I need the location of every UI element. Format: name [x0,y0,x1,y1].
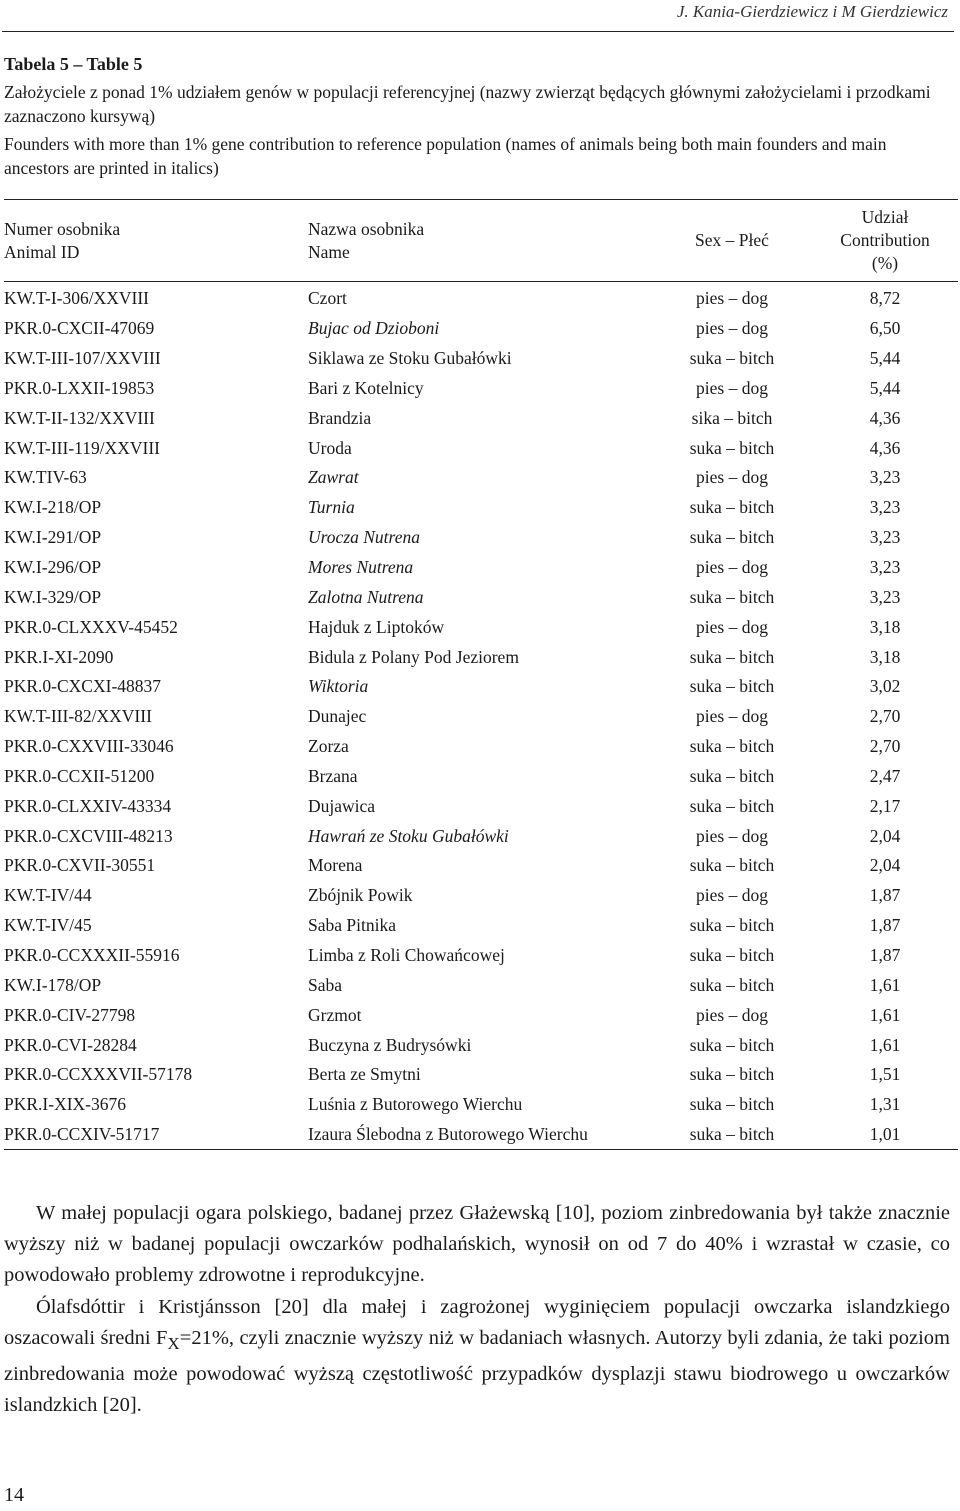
cell-sex: suka – bitch [652,1120,812,1150]
cell-contribution: 1,61 [869,1034,901,1055]
cell-contribution: 1,01 [812,1120,958,1150]
cell-animal-id: PKR.0-CCXXXII-55916 [4,944,180,965]
cell-sex: suka – bitch [689,497,775,518]
page-number: 14 [4,1484,24,1506]
cell-name: Buczyna z Budrysówki [308,1034,472,1055]
cell-animal-id: KW.I-178/OP [4,974,102,995]
header-animal-id [4,200,308,282]
table-body [4,282,958,1150]
header-sex [652,200,812,282]
table-row [4,732,958,762]
table-caption [4,52,954,180]
cell-name: Hajduk z Liptoków [308,616,445,637]
cell-animal-id: KW.T-I-306/XXVIII [4,288,149,309]
cell-sex: pies – dog [696,616,768,637]
header-id-pl: Numer osobnika [4,218,121,239]
cell-sex: suka – bitch [689,974,775,995]
table-row [4,1090,958,1120]
running-head: J. Kania-Gierdziewicz i M Gierdziewicz [676,2,948,21]
table-row [4,851,958,881]
table-row [4,762,958,792]
cell-name: Dunajec [308,706,367,727]
cell-sex: suka – bitch [689,855,775,876]
cell-name: Turnia [308,497,355,518]
cell-name: Saba Pitnika [308,915,396,936]
cell-contribution: 8,72 [869,288,901,309]
cell-sex: pies – dog [696,377,768,398]
cell-animal-id: PKR.0-CXCVIII-48213 [4,825,173,846]
table-row [4,403,958,433]
cell-name: Hawrań ze Stoku Gubałówki [308,825,509,846]
cell-animal-id: KW.T-IV/45 [4,915,92,936]
paragraph-2-subscript: X [167,1333,180,1353]
cell-sex: pies – dog [696,706,768,727]
header-rule [2,31,954,32]
paragraph-2 [4,1292,950,1422]
cell-contribution: 1,61 [869,974,901,995]
table-row [4,821,958,851]
cell-contribution: 3,18 [869,646,901,667]
cell-animal-id: KW.I-291/OP [4,527,102,548]
cell-animal-id: PKR.0-CXCII-47069 [4,318,155,339]
table-row [4,970,958,1000]
cell-contribution: 2,04 [869,825,901,846]
cell-contribution: 1,87 [869,944,901,965]
table-row [4,493,958,523]
paragraph-1: W małej populacji ogara polskiego, badanej przez Głażewską [10], poziom zinbredowania był także znacznie wyższy niż w badanej populacji owczarków podhalańskich, wynosił on od 7 do 40% i wzrastał w czasie, co powodowało problemy zdrowotne i reprodukcyjne. [4,1202,950,1287]
cell-sex: pies – dog [696,288,768,309]
caption-english: Founders with more than 1% gene contribution to reference population (names of animals being both main founders and main ancestors are printed in italics) [4,134,887,178]
header-name [308,200,652,282]
table-row [4,881,958,911]
cell-name: Limba z Roli Chowańcowej [308,944,505,965]
header-contrib-unit: (%) [871,253,899,273]
cell-sex: suka – bitch [689,736,775,757]
cell-name: Brzana [308,765,358,786]
table-header [4,200,958,282]
cell-animal-id: KW.I-296/OP [4,557,102,578]
cell-name: Morena [308,855,363,876]
cell-contribution: 4,36 [869,407,901,428]
cell-animal-id: KW.I-329/OP [4,586,102,607]
cell-sex: suka – bitch [689,944,775,965]
cell-sex: pies – dog [696,557,768,578]
cell-animal-id: PKR.I-XI-2090 [4,646,114,667]
table-row [4,642,958,672]
header-contrib-pl: Udział [861,207,909,227]
body-text [4,1198,950,1422]
cell-name: Urocza Nutrena [308,527,420,548]
table-row [4,553,958,583]
header-row [4,200,958,282]
cell-contribution: 3,23 [869,557,901,578]
cell-sex: suka – bitch [689,765,775,786]
cell-name: Zbójnik Powik [308,885,413,906]
cell-name: Czort [308,288,347,309]
cell-sex: suka – bitch [689,646,775,667]
cell-name: Bujac od Dzioboni [308,318,440,339]
table-row [4,791,958,821]
cell-contribution: 2,47 [869,765,901,786]
cell-contribution: 1,61 [869,1004,901,1025]
cell-animal-id: PKR.0-CCXIV-51717 [4,1120,308,1150]
cell-sex: suka – bitch [689,1094,775,1115]
cell-name: Grzmot [308,1004,362,1025]
table-row [4,1060,958,1090]
cell-name: Izaura Ślebodna z Butorowego Wierchu [308,1120,652,1150]
table-row [4,941,958,971]
table-row [4,582,958,612]
cell-sex: pies – dog [696,467,768,488]
cell-animal-id: KW.I-218/OP [4,497,102,518]
header-name-pl: Nazwa osobnika [308,218,425,239]
cell-animal-id: PKR.0-CXVII-30551 [4,855,156,876]
cell-animal-id: KW.T-III-107/XXVIII [4,348,161,369]
cell-contribution: 3,23 [869,467,901,488]
cell-name: Zorza [308,736,349,757]
cell-name: Luśnia z Butorowego Wierchu [308,1094,523,1115]
cell-sex: suka – bitch [689,795,775,816]
cell-animal-id: PKR.0-CXXVIII-33046 [4,736,174,757]
cell-sex: suka – bitch [689,1064,775,1085]
cell-contribution: 1,87 [869,885,901,906]
cell-animal-id: KW.TIV-63 [4,467,87,488]
cell-name: Bidula z Polany Pod Jeziorem [308,646,519,667]
cell-name: Wiktoria [308,676,369,697]
cell-sex: pies – dog [696,1004,768,1025]
cell-contribution: 2,70 [869,736,901,757]
table-row [4,911,958,941]
cell-animal-id: PKR.0-LXXII-19853 [4,377,155,398]
cell-animal-id: PKR.I-XIX-3676 [4,1094,127,1115]
table-row [4,612,958,642]
cell-sex: suka – bitch [689,915,775,936]
cell-sex: suka – bitch [689,676,775,697]
cell-contribution: 2,04 [869,855,901,876]
cell-sex: suka – bitch [689,527,775,548]
table-row [4,463,958,493]
cell-animal-id: PKR.0-CIV-27798 [4,1004,136,1025]
cell-animal-id: PKR.0-CLXXIV-43334 [4,795,172,816]
table-row [4,702,958,732]
cell-contribution: 4,36 [869,437,901,458]
cell-contribution: 1,87 [869,915,901,936]
cell-name: Siklawa ze Stoku Gubałówki [308,348,512,369]
cell-name: Mores Nutrena [308,557,414,578]
cell-contribution: 6,50 [869,318,901,339]
cell-contribution: 2,17 [869,795,901,816]
cell-animal-id: PKR.0-CCXII-51200 [4,765,155,786]
paragraph-2-part-2: =21%, czyli znacznie wyższy niż w badaniach własnych. Autorzy byli zdania, że taki poziom zinbredowania może powodować wyższą częstotliwość przypadków dysplazji stawu biodrowego u owczarków islandzkich [20]. [4,1326,950,1417]
paragraph-2-part-1: Ólafsdóttir i Kristjánsson [20] dla małej i zagrożonej wyginięciem populacji owczarka islandzkiego oszacowali średni F [4,1295,950,1349]
cell-animal-id: PKR.0-CCXXXVII-57178 [4,1064,193,1085]
cell-name: Zalotna Nutrena [308,586,424,607]
cell-animal-id: KW.T-IV/44 [4,885,92,906]
cell-contribution: 3,02 [869,676,901,697]
cell-animal-id: KW.T-III-119/XXVIII [4,437,161,458]
cell-contribution: 3,18 [869,616,901,637]
cell-name: Zawrat [308,467,359,488]
cell-contribution: 3,23 [869,527,901,548]
cell-sex: suka – bitch [689,1034,775,1055]
cell-contribution: 2,70 [869,706,901,727]
header-name-en: Name [308,241,350,262]
header-id-en: Animal ID [4,241,80,262]
table-row [4,523,958,553]
cell-animal-id: PKR.0-CVI-28284 [4,1034,137,1055]
table-row [4,672,958,702]
table-row [4,1000,958,1030]
cell-contribution: 5,44 [869,348,901,369]
caption-polish: Założyciele z ponad 1% udziałem genów w populacji referencyjnej (nazwy zwierząt będących głównymi założycielami i przodkami zaznaczono kursywą) [4,82,931,126]
cell-name: Uroda [308,437,352,458]
cell-sex: pies – dog [696,885,768,906]
cell-contribution: 3,23 [869,586,901,607]
cell-sex: suka – bitch [689,348,775,369]
cell-animal-id: PKR.0-CXCXI-48837 [4,676,162,697]
cell-contribution: 1,31 [869,1094,901,1115]
cell-sex: suka – bitch [689,586,775,607]
cell-sex: sika – bitch [691,407,773,428]
cell-name: Berta ze Smytni [308,1064,421,1085]
cell-contribution: 5,44 [869,377,901,398]
table-row [4,1030,958,1060]
cell-name: Brandzia [308,407,372,428]
cell-sex: pies – dog [696,825,768,846]
cell-contribution: 1,51 [869,1064,901,1085]
cell-name: Saba [308,974,343,995]
cell-name: Bari z Kotelnicy [308,377,424,398]
cell-animal-id: PKR.0-CLXXXV-45452 [4,616,178,637]
cell-animal-id: KW.T-II-132/XXVIII [4,407,155,428]
table-row [4,1120,958,1150]
table-row [4,282,958,314]
table-title: Tabela 5 – Table 5 [4,54,143,74]
founders-table [4,199,958,1150]
cell-name: Dujawica [308,795,376,816]
table-row [4,433,958,463]
cell-sex: suka – bitch [689,437,775,458]
header-contribution [812,200,958,282]
table-row [4,314,958,344]
cell-animal-id: KW.T-III-82/XXVIII [4,706,152,727]
table-row [4,374,958,404]
cell-sex: pies – dog [696,318,768,339]
header-contrib-en: Contribution [840,230,930,250]
table-row [4,344,958,374]
cell-contribution: 3,23 [869,497,901,518]
header-sex-label: Sex – Płeć [695,230,769,250]
